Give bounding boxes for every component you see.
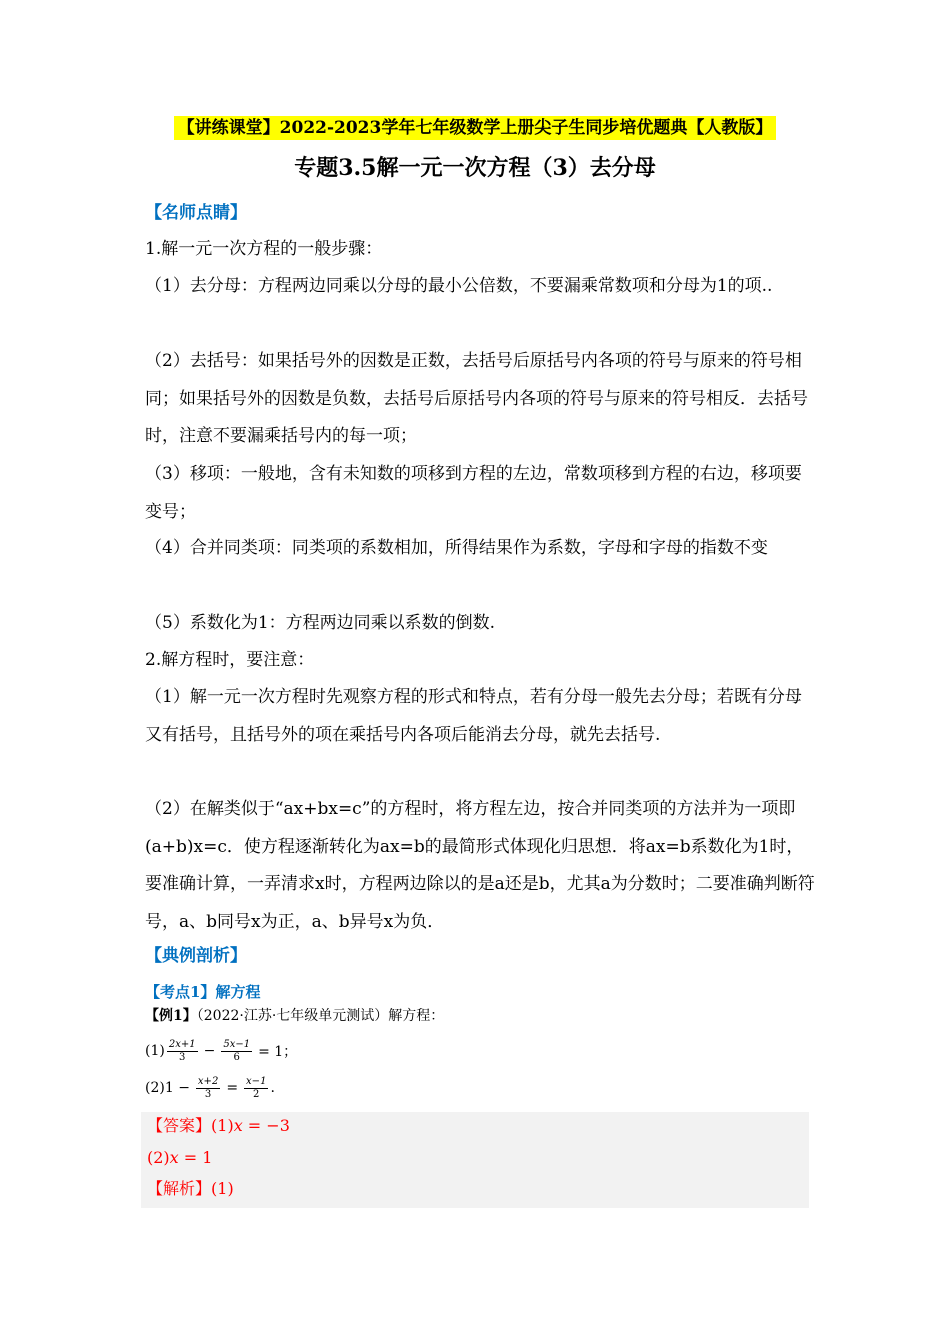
answer-1-value: = −3: [242, 1116, 290, 1135]
series-banner: 【讲练课堂】2022-2023学年七年级数学上册尖子生同步培优题典【人教版】: [174, 116, 777, 140]
topic-text: 解方程: [215, 983, 261, 1001]
eq2-suffix: .: [270, 1080, 275, 1096]
paragraph-step-5: （5）系数化为1：方程两边同乘以系数的倒数.: [145, 613, 496, 633]
answer-2-variable: x: [169, 1148, 179, 1167]
analysis-line: [147, 1177, 234, 1201]
section-heading-key-points: 【名师点睛】: [145, 203, 247, 223]
answer-2-value: = 1: [178, 1148, 213, 1167]
eq1-f2-numerator: 5x−1: [223, 1038, 251, 1050]
eq2-f2-numerator: x−1: [246, 1075, 267, 1087]
paragraph-note-2: （2）在解类似于“ax+bx=c”的方程时，将方程左边，按合并同类项的方法并为一项即(a+b)x=c．使方程逐渐转化为ax=b的最简形式体现化归思想．将ax=b系数化为1时，要准确计算，一弄清求x时，方程两边除以的是a还是b，尤其a为分数时；二要准确判断符号，a、b同号x为正，a、b异号x为负．: [145, 799, 815, 932]
paragraph-note-1: （1）解一元一次方程时先观察方程的形式和特点，若有分母一般先去分母；若既有分母又有括号，且括号外的项在乘括号内各项后能消去分母，就先去括号.: [145, 687, 802, 745]
paragraph-notes-intro: 2.解方程时，要注意：: [145, 650, 315, 670]
analysis-text: (1): [211, 1179, 234, 1198]
eq2-equals: =: [226, 1080, 239, 1096]
answer-line-1: [147, 1114, 290, 1138]
eq1-fraction-2: [221, 1039, 252, 1064]
eq2-f1-denominator: 3: [204, 1088, 212, 1100]
eq1-rhs: = 1；: [258, 1044, 298, 1060]
section-heading-examples: 【典例剖析】: [145, 946, 247, 966]
answer-line-2: [147, 1146, 212, 1170]
paragraph-step-1: （1）去分母：方程两边同乘以分母的最小公倍数，不要漏乘常数项和分母为1的项..: [145, 276, 773, 296]
eq1-f1-denominator: 3: [179, 1051, 186, 1063]
eq2-fraction-2: [244, 1076, 268, 1101]
analysis-label: 【解析】: [147, 1179, 212, 1198]
paragraph-steps-intro: 1.解一元一次方程的一般步骤：: [145, 239, 383, 259]
paragraph-step-4: （4）合并同类项：同类项的系数相加，所得结果作为系数，字母和字母的指数不变: [145, 538, 768, 558]
eq1-fraction-1: [167, 1039, 198, 1064]
answer-2-prefix: (2): [147, 1148, 170, 1167]
eq1-f2-denominator: 6: [233, 1051, 240, 1063]
page-title: 专题3.5解一元一次方程（3）去分母: [294, 155, 656, 181]
example-label: 【例1】: [145, 1008, 197, 1024]
topic-label: [145, 982, 260, 1002]
equation-2: [145, 1073, 275, 1103]
answer-1-variable: x: [233, 1116, 243, 1135]
eq1-prefix: (1): [145, 1043, 165, 1059]
eq2-f1-numerator: x+2: [197, 1075, 219, 1087]
paragraph-step-2: （2）去括号：如果括号外的因数是正数，去括号后原括号内各项的符号与原来的符号相同；如果括号外的因数是负数，去括号后原括号内各项的符号与原来的符号相反．去括号时，注意不要漏乘括号内的每一项；: [145, 351, 808, 446]
example-line: [145, 1006, 444, 1026]
eq2-fraction-1: [196, 1076, 220, 1101]
banner-row: [0, 116, 950, 140]
answer-label: 【答案】: [147, 1116, 212, 1135]
answer-1-prefix: (1): [211, 1116, 234, 1135]
eq1-f1-numerator: 2x+1: [168, 1038, 196, 1050]
eq2-f2-denominator: 2: [253, 1088, 260, 1100]
paragraph-step-3: （3）移项：一般地，含有未知数的项移到方程的左边，常数项移到方程的右边，移项要变号；: [145, 464, 802, 522]
topic-bracket: 【考点1】: [145, 983, 216, 1001]
example-text: （2022·江苏·七年级单元测试）解方程：: [196, 1008, 445, 1024]
eq2-prefix: (2)1 −: [145, 1080, 190, 1096]
eq1-minus: −: [203, 1043, 216, 1059]
equation-1: [145, 1036, 297, 1066]
